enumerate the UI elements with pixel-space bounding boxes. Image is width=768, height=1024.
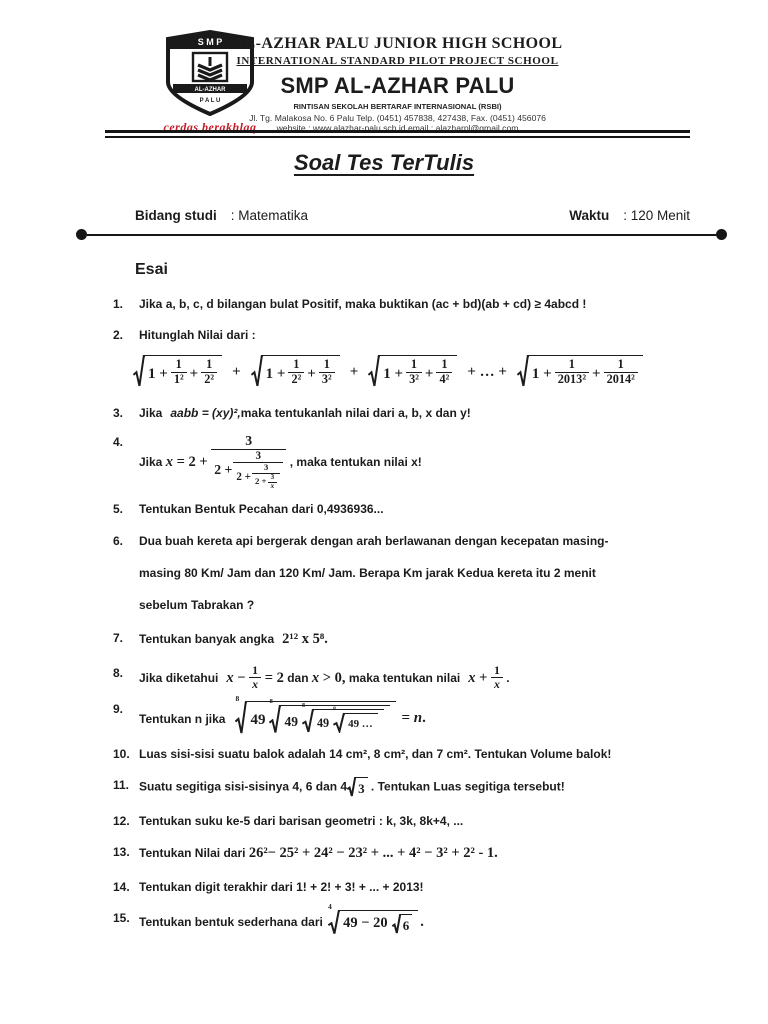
school-motto: cerdas berakhlaq xyxy=(163,120,257,134)
radical-icon xyxy=(133,355,145,389)
radicand-text: 49 … xyxy=(348,718,373,731)
question-text: Tentukan bentuk sederhana dari 4 49 − 20 6 . xyxy=(139,910,713,936)
math-inline: 2¹² x 5⁸. xyxy=(282,631,328,648)
question-body xyxy=(139,533,713,614)
radicand-text: 6 xyxy=(401,914,413,935)
question-text: Tentukan banyak angka 2¹² x 5⁸. xyxy=(139,631,328,648)
continued-fraction: 3 2 + 3 2 + 3 2 + $\frac{3}{x}$ xyxy=(211,433,286,490)
question-4 xyxy=(113,434,713,491)
math-inline: aabb = (xy)², xyxy=(170,405,241,420)
fraction: 3 2 + $\frac{3}{x}$ xyxy=(252,463,280,491)
radical xyxy=(251,355,340,389)
question-text: Hitunglah Nilai dari : xyxy=(139,328,256,343)
question-text: , maka tentukan nilai x! xyxy=(289,455,422,470)
question-text-line: Dua buah kereta api bergerak dengan arah berlawanan dengan kecepatan masing- xyxy=(139,533,609,548)
radical xyxy=(347,777,368,798)
time-label: Waktu xyxy=(569,208,610,223)
question-body xyxy=(139,434,713,491)
question-text: dan xyxy=(287,670,309,685)
fraction: $\frac{1}{x}$ xyxy=(491,664,503,692)
section-heading: Esai xyxy=(135,261,168,278)
school-website: www.alazhar-palu.sch.id xyxy=(312,123,406,134)
root-index: 8 xyxy=(301,703,305,710)
q8-formula-1: x − $\frac{1}{x}$ = 2 xyxy=(226,662,284,692)
question-number: 12. xyxy=(113,813,130,828)
plus-sign: + xyxy=(307,365,316,382)
question-text: maka tentukan nilai xyxy=(348,670,461,685)
exam-meta-row xyxy=(135,208,690,223)
website-label: website : xyxy=(276,123,313,134)
fraction: $\frac{3}{x}$ xyxy=(268,474,278,491)
question-number: 14. xyxy=(113,879,130,894)
question-number: 2. xyxy=(113,328,124,343)
radical xyxy=(333,706,378,733)
root-index: 4 xyxy=(328,902,332,911)
question-body xyxy=(139,327,713,393)
fraction: $\frac{1}{\text{2014²}}$ xyxy=(604,358,638,387)
question-7 xyxy=(113,630,713,650)
q15-formula: 4 49 − 20 6 . xyxy=(326,914,424,930)
divider-right-dot-icon xyxy=(716,229,727,240)
question-number: 11. xyxy=(113,778,130,793)
plus-sign: + xyxy=(424,365,434,382)
radicand-text: 49 xyxy=(316,716,330,731)
radical xyxy=(235,694,395,736)
divider-line xyxy=(87,234,716,236)
document-title: Soal Tes TerTulis xyxy=(293,150,475,175)
fraction: $\frac{1}{x}$ xyxy=(249,664,261,692)
radicand-text: 49 xyxy=(284,713,298,729)
radicand-text: 3 xyxy=(356,777,368,798)
plus-sign: + xyxy=(232,364,241,381)
q9-formula: 8 49 8 49 8 49 8 49 … = n. xyxy=(233,701,425,736)
question-text: Tentukan Nilai dari 26²− 25² + 24² − 23² + ... + 4² − 3² + 2² - 1. xyxy=(139,845,498,862)
root-index: 8 xyxy=(333,706,336,713)
question-number: 4. xyxy=(113,435,124,450)
q8-inequality: x > 0, xyxy=(311,669,346,686)
logo-smp-text: S M P xyxy=(197,37,223,47)
radical-icon xyxy=(328,910,340,936)
section-divider xyxy=(76,229,727,240)
radical-icon xyxy=(302,709,314,734)
radical-icon xyxy=(269,705,281,735)
plus-sign: + xyxy=(592,365,601,382)
question-text: Jika xyxy=(139,455,163,470)
radical xyxy=(392,914,413,935)
logo-palu-text: P A L U xyxy=(199,98,221,104)
question-text: Tentukan suku ke-5 dari barisan geometri : k, 3k, 8k+4, ... xyxy=(139,813,464,828)
radicand-text: 49 − 20 xyxy=(343,915,388,932)
radicand-text: 1 + xyxy=(265,365,286,382)
question-number: 3. xyxy=(113,405,124,420)
question-9 xyxy=(113,694,713,736)
question-text-line: sebelum Tabrakan ? xyxy=(139,598,255,613)
question-3 xyxy=(113,405,713,421)
radical xyxy=(368,355,457,389)
radical-icon xyxy=(251,355,263,389)
question-number: 13. xyxy=(113,845,130,860)
school-rsbi-line: RINTISAN SEKOLAH BERTARAF INTERNASIONAL (RSBI) xyxy=(293,102,502,112)
question-text: Tentukan Bentuk Pecahan dari 0,4936936... xyxy=(139,502,384,517)
equals-sign: = xyxy=(401,710,410,727)
question-12 xyxy=(113,813,713,829)
radical xyxy=(133,355,222,389)
question-list xyxy=(113,296,713,950)
school-address: Jl. Tg. Malakosa No. 6 Palu Telp. (0451) 457838, 427438, Fax. (0451) 456076 xyxy=(249,112,546,123)
question-number: 6. xyxy=(113,533,124,548)
radicand-text: 1 + xyxy=(148,365,168,382)
fraction: $\frac{1}{\text{2²}}$ xyxy=(288,358,304,387)
logo-alazhar-text: AL-AZHAR xyxy=(194,87,226,93)
question-number: 5. xyxy=(113,502,124,517)
question-15 xyxy=(113,902,713,936)
school-email: alazharpl@gmail.com xyxy=(435,123,519,134)
question-2 xyxy=(113,327,713,393)
question-text: Suatu segitiga sisi-sisinya 4, 6 dan 4 3 . Tentukan Luas segitiga tersebut! xyxy=(139,777,713,798)
q2-formula xyxy=(131,355,713,389)
question-text: . xyxy=(506,670,510,685)
question-5 xyxy=(113,501,713,517)
header-double-rule xyxy=(105,130,690,138)
question-11 xyxy=(113,777,713,798)
question-text: Tentukan n jika xyxy=(139,711,226,726)
school-name-indonesian: SMP AL-AZHAR PALU xyxy=(280,72,515,98)
plus-sign: + xyxy=(189,365,199,382)
subject-value: : Matematika xyxy=(230,208,309,223)
fraction: $\frac{1}{\text{3²}}$ xyxy=(406,358,422,387)
fraction: $\frac{1}{\text{1²}}$ xyxy=(171,358,187,387)
radical-icon xyxy=(347,777,356,798)
divider-left-dot-icon xyxy=(76,229,87,240)
fraction: $\frac{1}{\text{4²}}$ xyxy=(436,358,452,387)
school-subtitle: INTERNATIONAL STANDARD PILOT PROJECT SCHOOL xyxy=(236,55,559,67)
question-text-line: masing 80 Km/ Jam dan 120 Km/ Jam. Berapa Km jarak Kedua kereta itu 2 menit xyxy=(139,565,596,580)
q8-formula-2: x + $\frac{1}{x}$ xyxy=(468,670,503,686)
radical-icon xyxy=(392,914,401,935)
fraction: 3 2 + 3 2 + $\frac{3}{x}$ xyxy=(233,450,283,491)
radicand-text: 49 xyxy=(250,712,266,729)
root-index: 8 xyxy=(269,698,273,706)
question-14 xyxy=(113,879,713,895)
school-name-english: AL-AZHAR PALU JUNIOR HIGH SCHOOL xyxy=(232,35,563,52)
radical-icon xyxy=(333,713,345,733)
question-number: 10. xyxy=(113,747,130,762)
question-text: Luas sisi-sisi suatu balok adalah 14 cm², 8 cm², dan 7 cm². Tentukan Volume balok! xyxy=(139,747,612,762)
question-1 xyxy=(113,296,713,312)
question-number: 15. xyxy=(113,910,130,925)
radical-icon xyxy=(235,701,247,736)
question-body xyxy=(139,694,713,736)
question-number: 9. xyxy=(113,702,124,717)
question-8 xyxy=(113,662,713,693)
fraction: $\frac{1}{\text{2013²}}$ xyxy=(555,358,589,387)
question-text: Jika a, b, c, d bilangan bulat Positif, maka buktikan (ac + bd)(ab + cd) ≥ 4abcd ! xyxy=(139,297,587,311)
question-text: Tentukan digit terakhir dari 1! + 2! + 3! + ... + 2013! xyxy=(139,879,424,894)
root-index: 8 xyxy=(235,694,240,704)
math-inline: 26²− 25² + 24² − 23² + ... + 4² − 3² + 2² - 1. xyxy=(248,845,498,862)
subject-label: Bidang studi xyxy=(135,208,217,223)
radicand-text: 1 + xyxy=(383,365,404,382)
sqrt-3 xyxy=(347,779,368,797)
question-13 xyxy=(113,844,713,864)
radicand-text: 1 + xyxy=(531,365,552,382)
question-text: Jika diketahui xyxy=(139,670,219,685)
question-number: 7. xyxy=(113,631,124,646)
radical-icon xyxy=(368,355,380,389)
radical xyxy=(301,703,384,734)
email-label: email : xyxy=(405,123,436,134)
question-6 xyxy=(113,533,713,614)
radical xyxy=(517,355,643,389)
plus-sign: + xyxy=(349,364,359,381)
time-value: : 120 Menit xyxy=(623,208,690,223)
radical-icon xyxy=(517,355,529,389)
ellipsis-operator: + … + xyxy=(467,364,507,381)
school-header xyxy=(110,34,685,134)
n-variable: n xyxy=(413,710,423,727)
question-10 xyxy=(113,746,713,762)
question-body xyxy=(139,662,713,693)
fraction: $\frac{1}{\text{2²}}$ xyxy=(201,358,217,387)
q4-formula: x = 2 + 3 2 + 3 2 + 3 2 + $\frac{3}{x}$ xyxy=(166,454,290,470)
question-number: 8. xyxy=(113,665,124,680)
question-number: 1. xyxy=(113,297,124,311)
question-text: Jika aabb = (xy)²,maka tentukanlah nilai dari a, b, x dan y! xyxy=(139,405,471,420)
fraction: $\frac{1}{\text{3²}}$ xyxy=(319,358,335,387)
radical xyxy=(328,902,418,936)
